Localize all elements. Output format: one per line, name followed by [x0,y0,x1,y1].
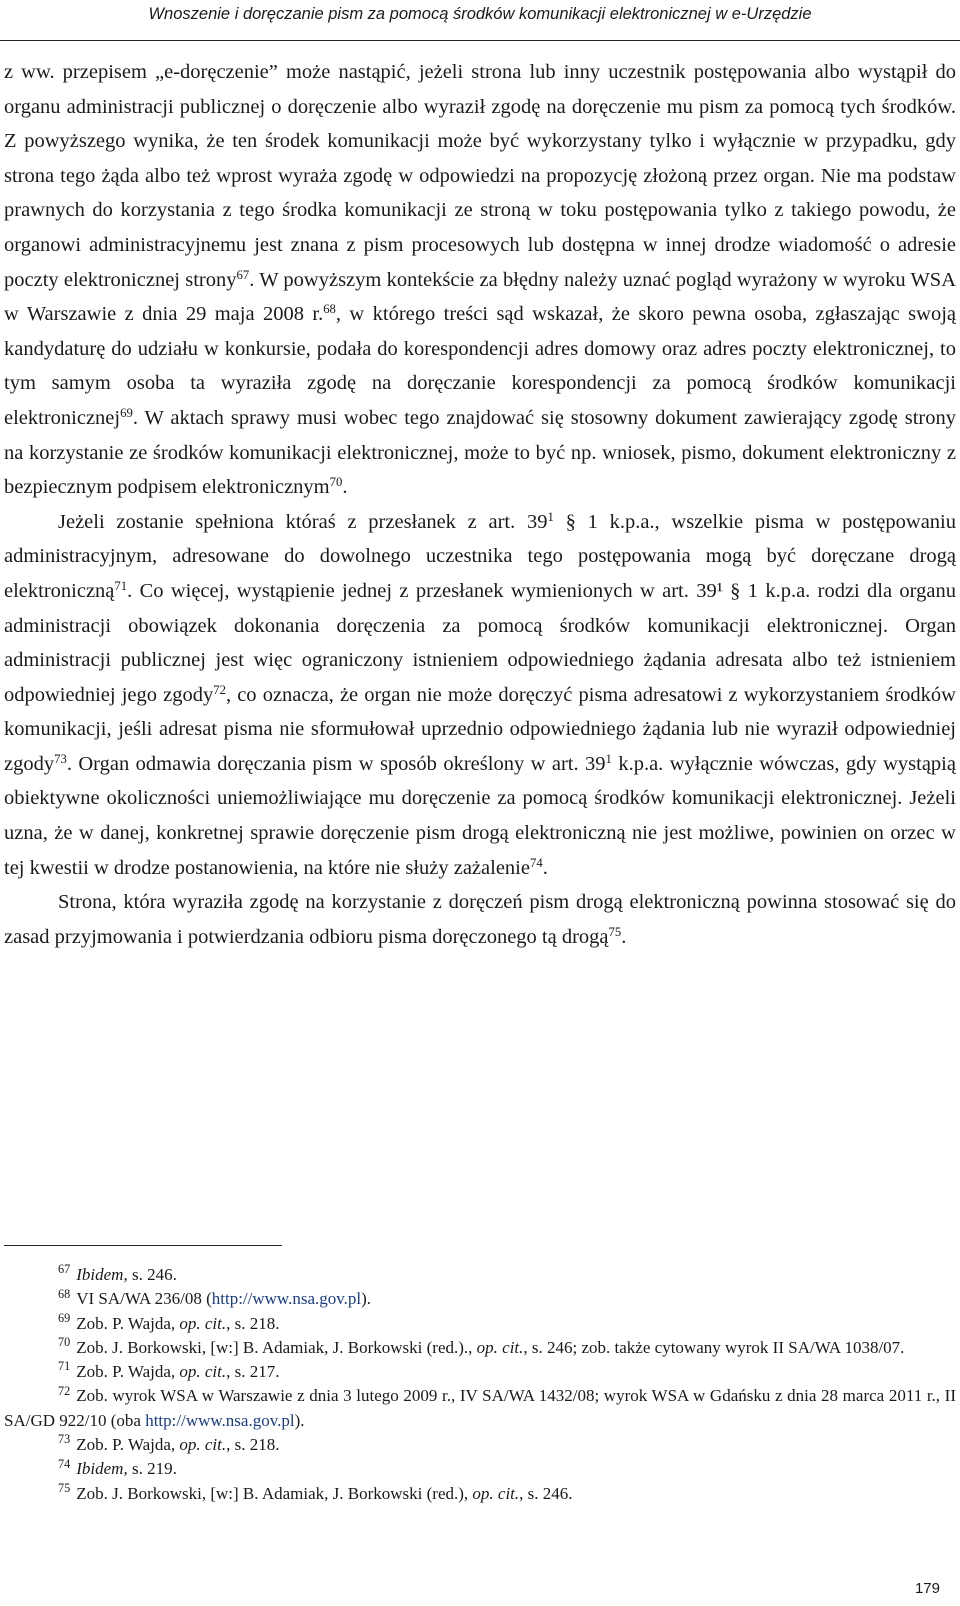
footnote-ref-69[interactable]: 69 [120,405,133,420]
text-run: , s. 218. [226,1313,280,1333]
text-run: op. cit. [179,1313,227,1333]
text-run: Strona, która wyraziła zgodę na korzystanie z doręczeń pism drogą elektroniczną powinna stosować się do zasad przyjmowania i potwierdzania odbioru pisma doręczonego tą drogą [4,891,956,948]
paragraph-2 [4,505,956,886]
footnote-number: 72 [58,1383,71,1398]
text-run: , co oznacza, że organ nie może doręczyć pisma adresatowi z wykorzystaniem środków komunikacji, jeśli adresat pisma nie sformułował uprzednio odpowiedniego żądania lub nie wyraził odpowiedniej zgody [4,683,956,775]
text-run: , s. 218. [226,1435,280,1455]
text-run: , s. 246. [123,1265,177,1284]
nsa-link[interactable]: http://www.nsa.gov.pl [211,1289,362,1309]
running-title: Wnoszenie i doręczanie pism za pomocą środków komunikacji elektronicznej w e-Urzędzie [148,5,812,23]
paragraph-1 [4,55,956,505]
main-text [4,55,956,954]
footnote-number: 73 [58,1432,71,1447]
footnote-number: 67 [58,1262,71,1277]
footnote-number: 69 [58,1310,71,1325]
footnote-ref-72[interactable]: 72 [213,682,226,697]
text-run: , s. 246; zob. także cytowany wyrok II SA/WA 1038/07. [523,1337,905,1357]
text-run: Ibidem [76,1459,124,1479]
text-run: . W aktach sprawy musi wobec tego znajdować się stosowny dokument zawierający zgodę strony na korzystanie ze środków komunikacji elektronicznej, może to być np. wniosek, pismo, dokument elektroniczny z bezpiecznym podpisem elektronicznym [4,406,956,499]
text-run: § 1 k.p.a., wszelkie pisma w postępowaniu administracyjnym, adresowane do dowolnego uczestnika tego postępowania mogą być doręczane drogą elektroniczną [4,510,956,602]
text-run: op. cit. [179,1362,227,1382]
text-run: . Co więcej, wystąpienie jednej z przesłanek wymienionych w art. 39¹ § 1 k.p.a. rodzi dla organu administracji obowiązek dokonania doręczenia za pomocą środków komunikacji elektronicznej. Organ administracji publicznej jest więc ograniczony istnieniem odpowiedniego żądania adresata albo też istnieniem odpowiedniej jego zgody [4,579,956,706]
footnote-68 [4,1287,956,1311]
text-run: , s. 219. [123,1459,177,1479]
superscript: 1 [605,751,612,766]
text-run: Zob. P. Wajda, [76,1435,180,1455]
text-run: Zob. P. Wajda, [76,1313,180,1333]
text-run: VI SA/WA 236/08 ( [76,1289,212,1309]
footnote-separator [4,1245,282,1246]
text-run: op. cit. [472,1483,520,1503]
text-run: Zob. J. Borkowski, [w:] B. Adamiak, J. Borkowski (red.)., [76,1337,477,1357]
text-run: . [542,856,548,879]
footnote-ref-75[interactable]: 75 [608,924,622,939]
footnote-ref-73[interactable]: 73 [54,751,67,766]
footnotes [4,1263,956,1506]
text-run: ). [294,1410,305,1430]
footnote-ref-71[interactable]: 71 [114,578,128,593]
footnote-number: 71 [58,1359,71,1374]
footnote-71 [4,1360,956,1384]
superscript: 1 [547,509,554,524]
text-run: op. cit. [179,1435,227,1455]
text-run: Zob. wyrok WSA w Warszawie z dnia 3 lutego 2009 r., IV SA/WA 1432/08; wyrok WSA w Gdańsku z dnia 28 marca 2011 r., II SA/GD 922/10 (oba [4,1386,956,1430]
text-run: op. cit. [476,1337,524,1357]
footnote-ref-67[interactable]: 67 [236,267,250,282]
paragraph-3 [4,885,956,954]
running-header [0,0,960,41]
footnote-73 [4,1433,956,1457]
text-run: ). [361,1289,372,1309]
footnote-number: 70 [58,1335,71,1350]
text-run: z ww. przepisem „e-doręczenie” może nastąpić, jeżeli strona lub inny uczestnik postępowania albo wystąpił do organu administracji publicznej o doręczenie albo wyraził zgodę na doręczenie mu pism za pomocą tych środków. Z powyższego wynika, że ten środek komunikacji może być wykorzystany tylko i wyłącznie w przypadku, gdy strona tego żąda albo też wprost wyraża zgodę w odpowiedzi na propozycję złożoną przez organ. Nie ma podstaw prawnych do korzystania z tego środka komunikacji ze stroną w toku postępowania tylko z takiego powodu, że organowi administracyjnemu jest znana z pism procesowych lub dostępna w innej drodze wiadomość o adresie poczty elektronicznej strony [4,61,956,291]
footnote-number: 75 [58,1480,71,1495]
footnote-75 [4,1482,956,1506]
text-run: , s. 217. [226,1362,280,1382]
footnote-number: 74 [58,1456,71,1471]
text-run: k.p.a. wyłącznie wówczas, gdy wystąpią obiektywne okoliczności uniemożliwiające mu doręczenie za pomocą środków komunikacji elektronicznej. Jeżeli uzna, że w danej, konkretnej sprawie doręczenie pism drogą elektroniczną nie jest możliwe, powinien on orzec w tej kwestii w drodze postanowienia, na które nie służy zażalenie [4,752,956,879]
text-run: Ibidem [76,1265,124,1284]
footnote-74 [4,1457,956,1481]
footnote-69 [4,1312,956,1336]
nsa-link[interactable]: http://www.nsa.gov.pl [145,1410,295,1430]
text-run: . W powyższym kontekście za błędny należy uznać pogląd wyrażony w wyroku WSA w Warszawie z dnia 29 maja 2008 r. [4,268,956,326]
text-run: , w którego treści sąd wskazał, że skoro pewna osoba, zgłaszając swoją kandydaturę do udziału w konkursie, podała do korespondencji adres domowy oraz adres poczty elektronicznej, to tym samym osoba ta wyraziła zgodę na doręczanie korespondencji za pomocą środków komunikacji elektronicznej [4,303,956,429]
footnote-67 [4,1263,956,1287]
footnote-72 [4,1384,956,1433]
footnote-ref-70[interactable]: 70 [329,475,343,490]
page-number: 179 [914,1580,940,1597]
footnote-70 [4,1336,956,1360]
text-run: , s. 246. [519,1483,573,1503]
text-run: . [342,476,348,499]
text-run: . Organ odmawia doręczania pism w sposób określony w art. 39 [66,752,606,775]
text-run: Zob. P. Wajda, [76,1362,180,1382]
footnote-ref-74[interactable]: 74 [529,855,543,870]
text-run: . [621,925,627,948]
text-run: Jeżeli zostanie spełniona któraś z przesłanek z art. 39 [58,510,548,533]
text-run: Zob. J. Borkowski, [w:] B. Adamiak, J. Borkowski (red.), [76,1483,473,1503]
footnote-ref-68[interactable]: 68 [323,302,336,317]
footnote-number: 68 [58,1286,71,1301]
